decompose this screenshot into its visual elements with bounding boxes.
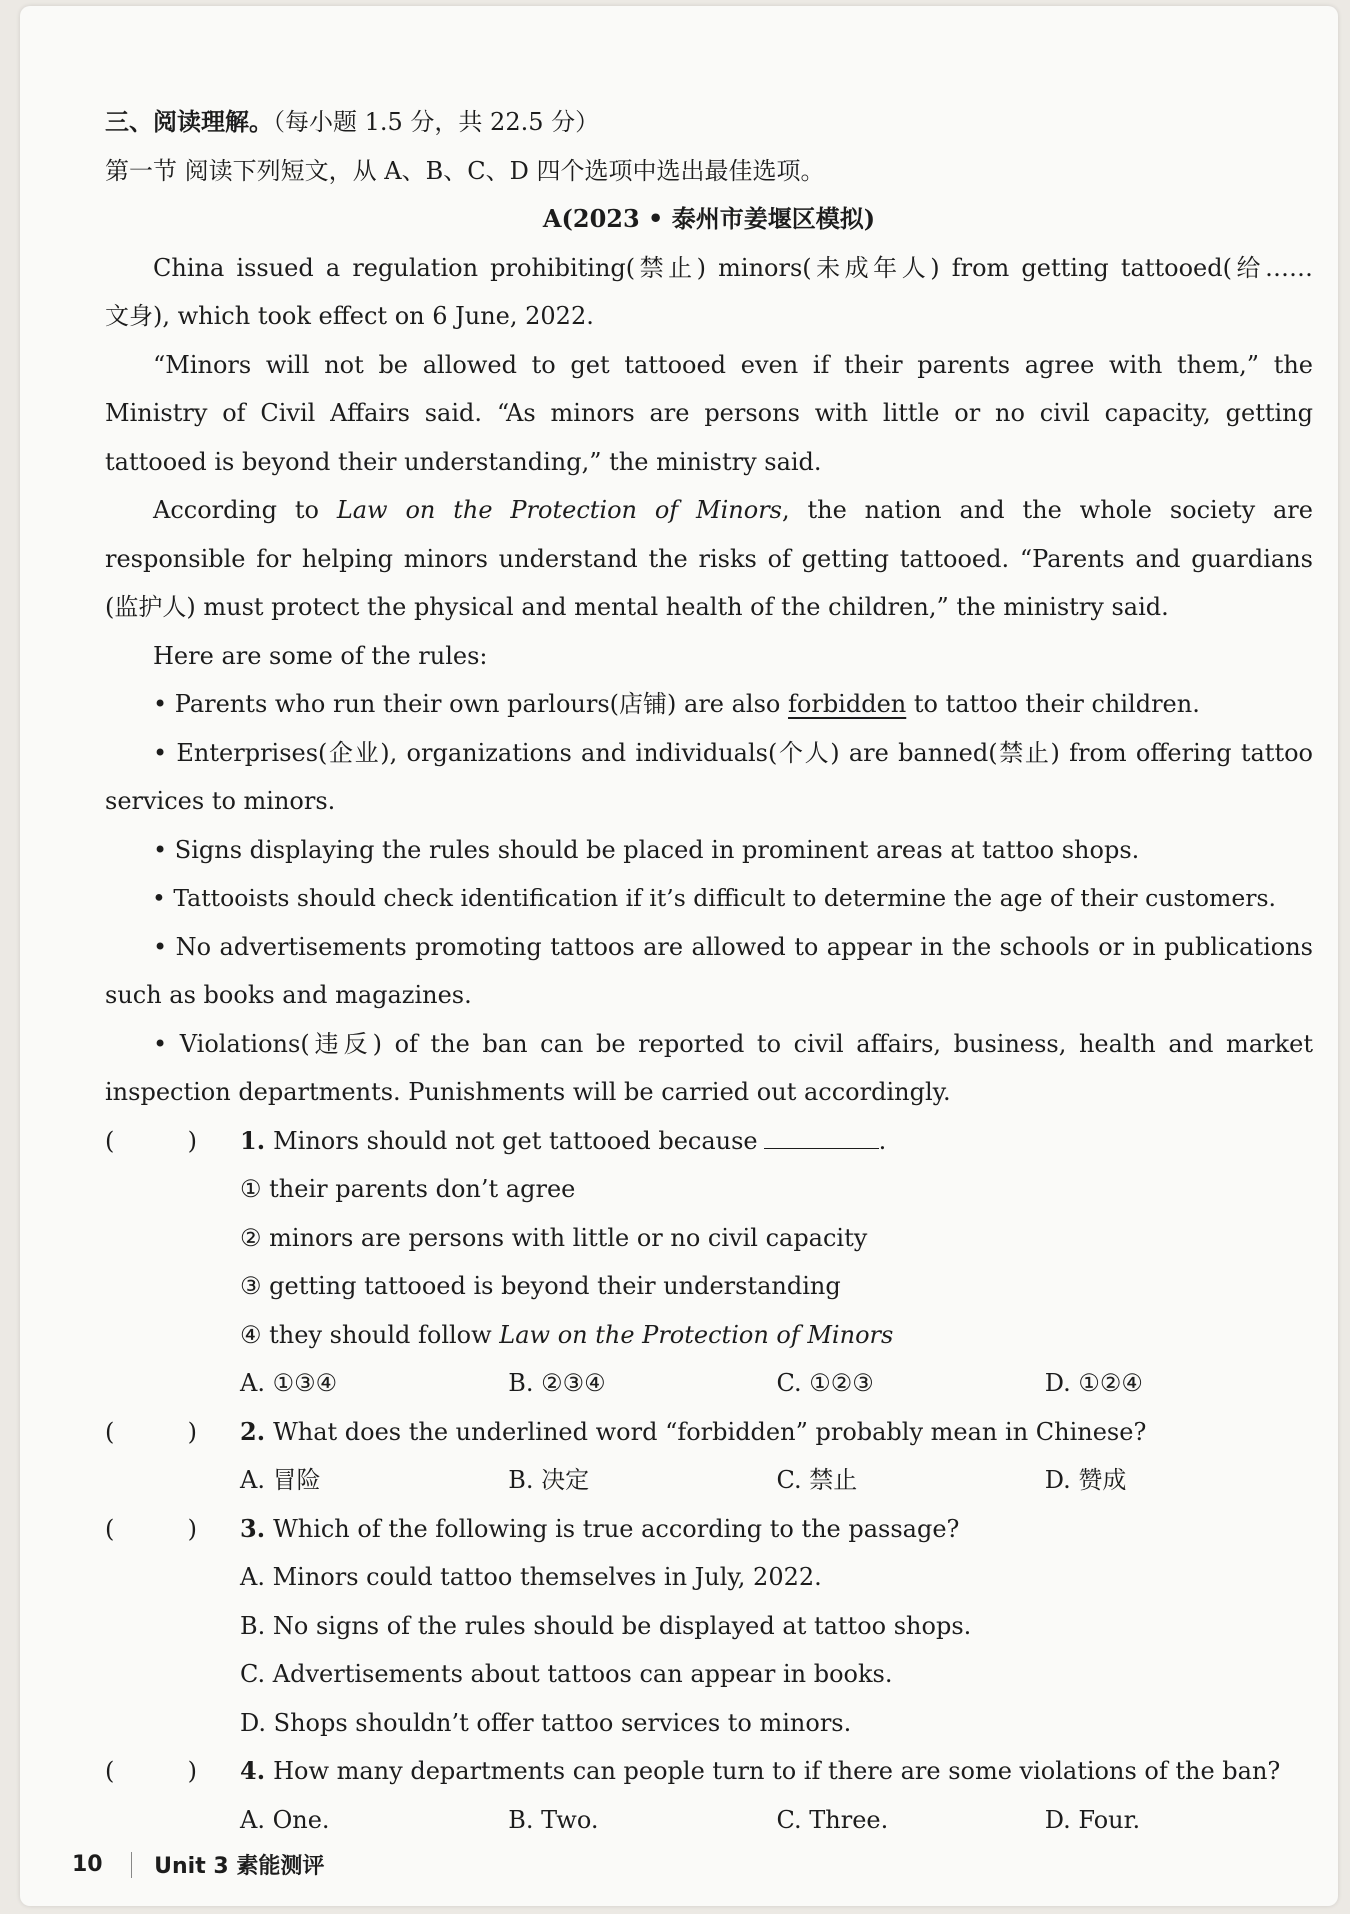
section-score: （每小题 1.5 分，共 22.5 分）	[273, 108, 600, 136]
option-a[interactable]: A. Minors could tattoo themselves in July, 2022.	[240, 1563, 822, 1591]
passage-p3-after: , the nation and the whole society are responsible for helping minors understand the risks of getting tattooed. “Parents and guardians (监护人) must protect the physical and mental health of the children,” the ministry said.	[105, 496, 1313, 621]
passage-p2: “Minors will not be allowed to get tattooed even if their parents agree with them,” the Ministry of Civil Affairs said. “As minors are persons with little or no civil capacity, getting tattooed is beyond their understanding,” the ministry said.	[105, 350, 1313, 476]
answer-paren[interactable]: ( )	[105, 1126, 197, 1155]
option-a[interactable]: A. One.	[240, 1805, 330, 1834]
question-number: 2.	[240, 1416, 266, 1446]
rule-3: • Signs displaying the rules should be placed in prominent areas at tattoo shops.	[153, 835, 1140, 864]
option-c[interactable]: C. Advertisements about tattoos can appear in books.	[240, 1660, 893, 1688]
question-1-options	[105, 1359, 1313, 1408]
option-d[interactable]: D. 赞成	[1044, 1466, 1127, 1494]
option-c[interactable]: C. ①②③	[776, 1369, 874, 1397]
option-a[interactable]: A. 冒险	[240, 1466, 321, 1494]
question-stem-end: .	[878, 1126, 887, 1155]
option-d[interactable]: D. Four.	[1044, 1805, 1141, 1834]
answer-paren[interactable]: ( )	[105, 1514, 197, 1543]
statement-4-before: ④ they should follow	[240, 1320, 500, 1349]
rule-1-after: to tattoo their children.	[906, 690, 1200, 718]
answer-blank[interactable]	[764, 1122, 879, 1149]
question-stem: How many departments can people turn to if there are some violations of the ban?	[273, 1757, 1281, 1785]
question-2	[105, 1408, 1313, 1457]
page-sheet	[20, 6, 1338, 1906]
question-number: 4.	[240, 1756, 266, 1785]
option-c[interactable]: C. Three.	[776, 1805, 889, 1834]
passage-p1-line1: China issued a regulation prohibiting(禁止) minors(未成年人) from getting tattooed(给……	[153, 253, 1313, 282]
passage-p1-line2: 文身), which took effect on 6 June, 2022.	[105, 302, 594, 330]
passage-p3	[105, 486, 1313, 632]
instruction: 第一节 阅读下列短文，从 A、B、C、D 四个选项中选出最佳选项。	[105, 156, 825, 185]
question-4	[105, 1747, 1313, 1796]
unit-label: Unit 3 素能测评	[154, 1854, 325, 1879]
page-number: 10	[72, 1852, 103, 1877]
rule-1-before: • Parents who run their own parlours(店铺) are also	[153, 690, 789, 718]
question-2-options	[105, 1456, 1313, 1505]
rule-4: • Tattooists should check identification if it’s difficult to determine the age of their customers.	[152, 884, 1276, 912]
law-title: Law on the Protection of Minors	[336, 496, 782, 524]
law-title: Law on the Protection of Minors	[499, 1320, 894, 1349]
question-number: 3.	[240, 1513, 266, 1543]
answer-paren[interactable]: ( )	[105, 1757, 197, 1785]
page-footer	[72, 1849, 324, 1880]
rule-6: • Violations(违反) of the ban can be reported to civil affairs, business, health and market inspection departments. Punishments will be carried out accordingly.	[105, 1029, 1313, 1106]
question-3	[105, 1505, 1313, 1554]
question-1	[105, 1117, 1313, 1166]
underlined-word: forbidden	[788, 690, 907, 718]
statement-3: ③ getting tattooed is beyond their understanding	[240, 1272, 841, 1300]
option-b[interactable]: B. ②③④	[508, 1369, 606, 1397]
passage-p4: Here are some of the rules:	[153, 641, 488, 670]
option-a[interactable]: A. ①③④	[240, 1369, 338, 1397]
exam-content	[105, 98, 1313, 1844]
statement-4	[105, 1311, 1313, 1360]
answer-paren[interactable]: ( )	[105, 1417, 197, 1446]
option-b[interactable]: B. Two.	[508, 1805, 599, 1834]
statement-2: ② minors are persons with little or no civil capacity	[240, 1223, 868, 1252]
question-stem: What does the underlined word “forbidden” probably mean in Chinese?	[273, 1417, 1147, 1446]
passage-heading: A(2023 • 泰州市姜堰区模拟)	[542, 204, 876, 233]
option-d[interactable]: D. ①②④	[1044, 1369, 1143, 1397]
rule-1	[105, 680, 1313, 729]
passage-p3-before: According to	[153, 496, 337, 524]
rule-5: • No advertisements promoting tattoos are allowed to appear in the schools or in publications such as books and magazines.	[105, 932, 1313, 1009]
question-number: 1.	[240, 1125, 266, 1155]
question-stem: Which of the following is true according to the passage?	[273, 1514, 960, 1543]
section-header	[105, 98, 1313, 147]
option-b[interactable]: B. 决定	[508, 1466, 590, 1494]
statement-1: ① their parents don’t agree	[240, 1175, 576, 1203]
option-d[interactable]: D. Shops shouldn’t offer tattoo services to minors.	[240, 1708, 852, 1737]
rule-2: • Enterprises(企业), organizations and individuals(个人) are banned(禁止) from offering tattoo services to minors.	[105, 738, 1313, 815]
question-4-options	[105, 1796, 1313, 1845]
footer-divider	[131, 1852, 133, 1878]
option-c[interactable]: C. 禁止	[776, 1466, 858, 1494]
section-title: 三、阅读理解。	[105, 107, 273, 136]
option-b[interactable]: B. No signs of the rules should be displayed at tattoo shops.	[240, 1611, 972, 1640]
question-stem: Minors should not get tattooed because	[273, 1126, 758, 1155]
